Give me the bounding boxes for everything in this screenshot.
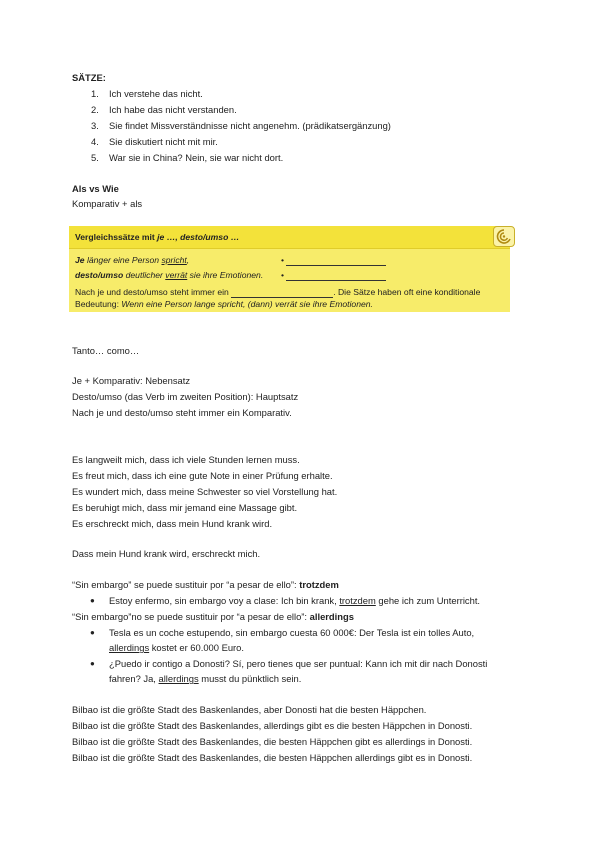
bilbao-sentence: Bilbao ist die größte Stadt des Baskenlandes, die besten Häppchen gibt es allerdings in Donosti. [72, 736, 473, 747]
es-sentence: Es beruhigt mich, dass mir jemand eine Massage gibt. [72, 502, 298, 513]
bilbao-sentence: Bilbao ist die größte Stadt des Baskenlandes, allerdings gibt es die besten Häppchen in Donosti. [72, 720, 473, 731]
list-number: 3. [91, 120, 99, 131]
allerdings-example-1-cont: allerdings kostet er 60.000 Euro. [109, 642, 244, 653]
list-item: Sie diskutiert nicht mit mir. [109, 136, 218, 147]
bullet: ● [90, 596, 95, 605]
es-sentence: Es langweilt mich, dass ich viele Stunden lernen muss. [72, 454, 300, 465]
list-item: Ich habe das nicht verstanden. [109, 104, 237, 115]
es-sentence: Es erschreckt mich, dass mein Hund krank wird. [72, 518, 273, 529]
bullet: ● [90, 659, 95, 668]
tanto-como-line: Tanto… como… [72, 345, 140, 356]
je-desto-line: Je + Komparativ: Nebensatz [72, 375, 191, 386]
sin-embargo-trotzdem-line: “Sin embargo” se puede sustituir por “a pesar de ello”: trotzdem [72, 579, 339, 590]
es-sentence: Es freut mich, dass ich eine gute Note in einer Prüfung erhalte. [72, 470, 333, 481]
list-item: War sie in China? Nein, sie war nicht dort. [109, 152, 284, 163]
komparativ-als-line: Komparativ + als [72, 198, 143, 209]
list-number: 5. [91, 152, 99, 163]
heading-als-vs-wie: Als vs Wie [72, 183, 119, 194]
trotzdem-example: Estoy enfermo, sin embargo voy a clase: Ich bin krank, trotzdem gehe ich zum Unterricht. [109, 595, 481, 606]
list-number: 1. [91, 88, 99, 99]
allerdings-example-2: ¿Puedo ir contigo a Donosti? Sí, pero tienes que ser puntual: Kann ich mit dir nach Donosti [109, 658, 488, 669]
answer-blank-3[interactable] [231, 288, 333, 298]
grammar-box-example-1: Je länger eine Person spricht, [75, 255, 190, 265]
audio-icon[interactable] [493, 226, 515, 247]
grammar-box [69, 226, 510, 312]
list-item: Sie findet Missverständnisse nicht angenehm. (prädikatsergänzung) [109, 120, 391, 131]
sin-embargo-allerdings-line: “Sin embargo”no se puede sustituir por “a pesar de ello”: allerdings [72, 611, 354, 622]
allerdings-example-1: Tesla es un coche estupendo, sin embargo cuesta 60 000€: Der Tesla ist ein tolles Auto, [109, 627, 475, 638]
es-sentence: Es wundert mich, dass meine Schwester so viel Vorstellung hat. [72, 486, 338, 497]
grammar-box-rule: Nach je und desto/umso steht immer ein . Die Sätze haben oft eine konditionale [75, 287, 481, 297]
list-item: Ich verstehe das nicht. [109, 88, 203, 99]
bilbao-sentence: Bilbao ist die größte Stadt des Baskenlandes, die besten Häppchen allerdings gibt es in Donosti. [72, 752, 473, 763]
bullet: ● [90, 628, 95, 637]
grammar-box-title: Vergleichssätze mit je …, desto/umso … [75, 232, 240, 242]
heading-saetze: SÄTZE: [72, 72, 106, 83]
je-desto-line: Desto/umso (das Verb im zweiten Position): Hauptsatz [72, 391, 299, 402]
list-number: 2. [91, 104, 99, 115]
answer-blank-1[interactable]: • [281, 254, 386, 266]
je-desto-line: Nach je und desto/umso steht immer ein Komparativ. [72, 407, 292, 418]
grammar-box-example-2: desto/umso deutlicher verrät sie ihre Emotionen. [75, 270, 264, 280]
dass-sentence: Dass mein Hund krank wird, erschreckt mich. [72, 548, 261, 559]
grammar-box-meaning: Bedeutung: Wenn eine Person lange spricht, (dann) verrät sie ihre Emotionen. [75, 299, 373, 309]
bilbao-sentence: Bilbao ist die größte Stadt des Baskenlandes, aber Donosti hat die besten Häppchen. [72, 704, 427, 715]
list-number: 4. [91, 136, 99, 147]
allerdings-example-2-cont: fahren? Ja, allerdings musst du pünktlich sein. [109, 673, 302, 684]
answer-blank-2[interactable]: • [281, 269, 386, 281]
